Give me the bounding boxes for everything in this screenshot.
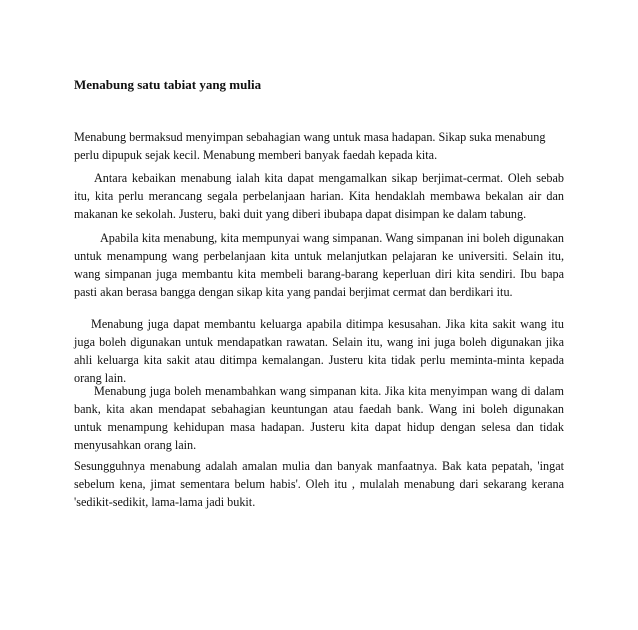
paragraph-6: Sesungguhnya menabung adalah amalan mulia dan banyak manfaatnya. Bak kata pepatah, 'ingat sebelum kena, jimat sementara belum habis'. Oleh itu , mulalah menabung dari sekarang kerana 'sedikit-sedikit, lama-lama jadi bukit.	[74, 459, 564, 509]
paragraph-3: Apabila kita menabung, kita mempunyai wang simpanan. Wang simpanan ini boleh digunakan untuk menampung wang perbelanjaan kita untuk melanjutkan pelajaran ke universiti. Selain itu, wang simpanan juga membantu kita membeli barang-barang keperluan diri kita sendiri. Ibu bapa pasti akan berasa bangga dengan sikap kita yang pandai berjimat cermat dan berdikari itu.	[74, 231, 564, 299]
paragraph-2: Antara kebaikan menabung ialah kita dapat mengamalkan sikap berjimat-cermat. Oleh sebab itu, kita perlu merancang segala perbelanjaan harian. Kita hendaklah membawa bekalan air dan makanan ke sekolah. Justeru, baki duit yang diberi ibubapa dapat disimpan ke dalam tabung.	[74, 171, 564, 221]
document-title: Menabung satu tabiat yang mulia	[74, 77, 262, 92]
paragraph-5: Menabung juga boleh menambahkan wang simpanan kita. Jika kita menyimpan wang di dalam bank, kita akan mendapat sebahagian keuntungan atau faedah bank. Wang ini boleh digunakan untuk menampung kehidupan masa hadapan. Justeru kita dapat hidup dengan selesa dan tidak menyusahkan orang lain.	[74, 384, 564, 452]
paragraph-4: Menabung juga dapat membantu keluarga apabila ditimpa kesusahan. Jika kita sakit wang itu juga boleh digunakan untuk mendapatkan rawatan. Selain itu, wang ini juga boleh digunakan jika ahli keluarga kita sakit atau ditimpa kemalangan. Justeru kita tidak perlu meminta-minta kepada orang lain.	[74, 317, 564, 385]
paragraph-1: Menabung bermaksud menyimpan sebahagian wang untuk masa hadapan. Sikap suka menabung perlu dipupuk sejak kecil. Menabung memberi banyak faedah kepada kita.	[74, 130, 546, 162]
